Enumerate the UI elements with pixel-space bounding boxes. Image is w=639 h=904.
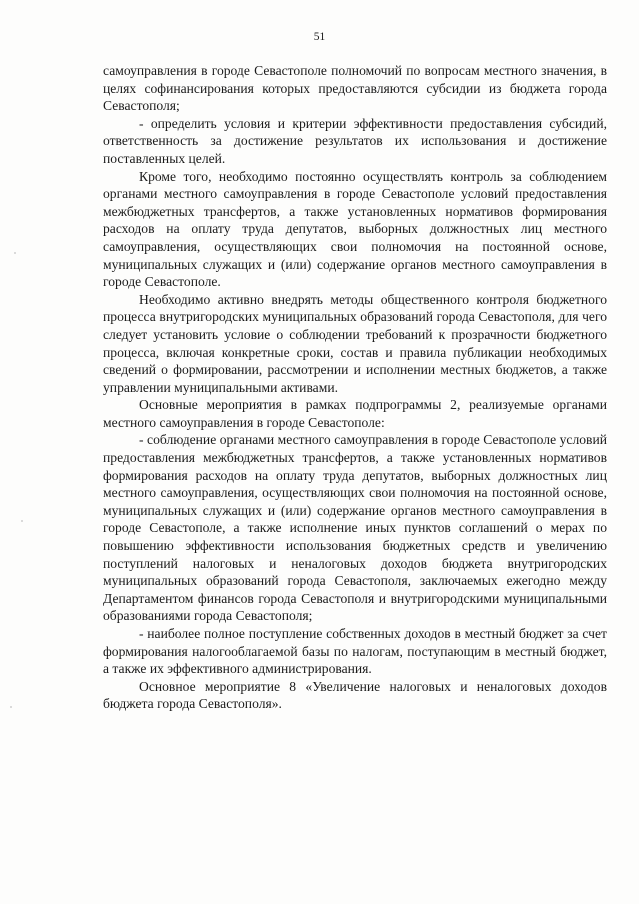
- bullet-paragraph: - определить условия и критерии эффективности предоставления субсидий, ответственность за достижение результатов их использования и достижение поставленных целей.: [103, 115, 607, 166]
- paragraph: Необходимо активно внедрять методы общественного контроля бюджетного процесса внутригородских муниципальных образований города Севастополя, для чего следует установить условие о соблюдении требований к прозрачности бюджетного процесса, включая конкретные сроки, состав и правила публикации необходимых сведений о формировании, рассмотрении и исполнении местных бюджетов, а также управлении муниципальными активами.: [103, 291, 607, 395]
- bullet-paragraph: - соблюдение органами местного самоуправления в городе Севастополе условий предоставления межбюджетных трансфертов, а также установленных нормативов формирования расходов на оплату труда депутатов, выборных должностных лиц местного самоуправления, осуществляющих свои полномочия на постоянной основе, муниципальных служащих и (или) содержание органов местного самоуправления в городе Севастополе, а также исполнение иных пунктов соглашений о мерах по повышению эффективности использования бюджетных средств и увеличению поступлений налоговых и неналоговых доходов бюджета внутригородских муниципальных образований города Севастополя, заключаемых ежегодно между Департаментом финансов города Севастополя и внутригородскими муниципальными образованиями города Севастополя;: [103, 432, 607, 624]
- paragraph: Основные мероприятия в рамках подпрограммы 2, реализуемые органами местного самоуправления в городе Севастополе:: [103, 397, 607, 430]
- bullet-paragraph: - наиболее полное поступление собственных доходов в местный бюджет за счет формирования налогооблагаемой базы по налогам, поступающим в местный бюджет, а также их эффективного администрирования.: [103, 626, 607, 677]
- paragraph: Основное мероприятие 8 «Увеличение налоговых и неналоговых доходов бюджета города Севастополя».: [103, 678, 607, 712]
- paragraph: самоуправления в городе Севастополе полномочий по вопросам местного значения, в целях софинансирования которых предоставляются субсидии из бюджета города Севастополя;: [103, 63, 607, 114]
- paragraph: Кроме того, необходимо постоянно осуществлять контроль за соблюдением органами местного самоуправления в городе Севастополе условий предоставления межбюджетных трансфертов, а также установленных нормативов формирования расходов на оплату труда депутатов, выборных должностных лиц местного самоуправления, осуществляющих свои полномочия на постоянной основе, муниципальных служащих и (или) содержание органов местного самоуправления в городе Севастополе.: [103, 168, 607, 290]
- page-number: 51: [313, 31, 326, 43]
- scan-speck: [10, 706, 12, 708]
- document-body: [103, 62, 607, 713]
- scan-speck: [14, 252, 16, 254]
- scan-speck: [21, 520, 23, 522]
